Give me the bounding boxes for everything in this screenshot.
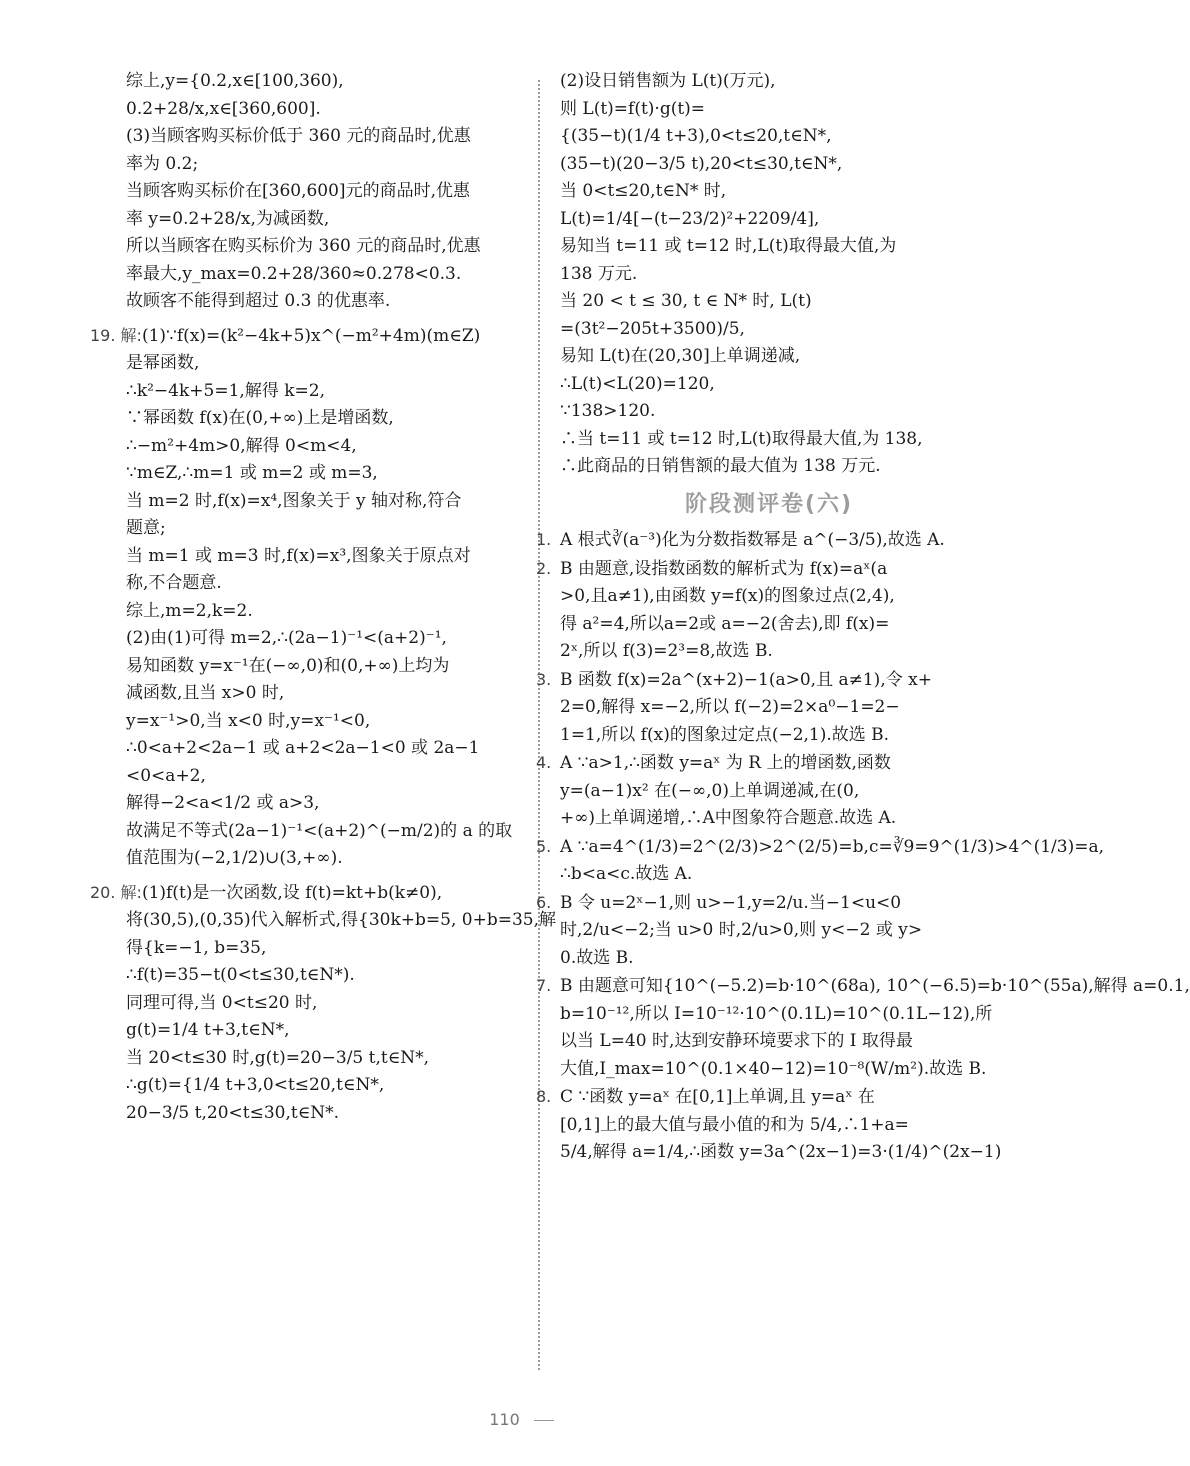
text-line: 当 0<t≤20,t∈N* 时, <box>560 181 727 201</box>
text-line: ∴当 t=11 或 t=12 时,L(t)取得最大值,为 138, <box>560 428 923 449</box>
text-line: 得{k=−1, b=35, <box>126 937 267 958</box>
answer-item <box>536 833 1104 889</box>
answer-list <box>536 526 1190 1167</box>
answer-number: 1. <box>536 530 552 549</box>
right-column <box>536 68 1190 1167</box>
q20-first-line <box>90 879 528 908</box>
text-line: ∵m∈Z,∴m=1 或 m=2 或 m=3, <box>126 463 378 483</box>
text-line: ∴f(t)=35−t(0<t≤30,t∈N*). <box>126 965 355 985</box>
text-line: 综上,m=2,k=2. <box>126 600 253 621</box>
intro-block <box>126 68 528 316</box>
answer-line: 2ˣ,所以 f(3)=2³=8,故选 B. <box>560 641 773 661</box>
text-line: 故顾客不能得到超过 0.3 的优惠率. <box>126 291 391 311</box>
answer-first-line <box>536 555 978 584</box>
q20-line-0: (1)f(t)是一次函数,设 f(t)=kt+b(k≠0), <box>141 882 443 903</box>
text-line: 将(30,5),(0,35)代入解析式,得{30k+b=5, 0+b=35,解 <box>126 910 557 930</box>
answer-first-line <box>536 833 1104 862</box>
text-line: (35−t)(20−3/5 t),20<t≤30,t∈N*, <box>560 153 843 174</box>
text-line: ∵幂函数 f(x)在(0,+∞)上是增函数, <box>126 408 394 428</box>
answer-number: 7. <box>536 976 552 995</box>
text-line: 减函数,且当 x>0 时, <box>126 683 285 703</box>
answer-text: A ∵a>1,∴函数 y=aˣ 为 R 上的增函数,函数 <box>560 753 891 773</box>
answer-line: 1=1,所以 f(x)的图象过定点(−2,1).故选 B. <box>560 724 890 745</box>
section-title: 阶段测评卷(六) <box>684 491 854 517</box>
q20-body <box>126 907 557 1127</box>
text-line: 138 万元. <box>560 263 638 284</box>
text-line: 0.2+28/x,x∈[360,600]. <box>126 98 321 119</box>
text-line: 故满足不等式(2a−1)⁻¹<(a+2)^(−m/2)的 a 的取 <box>126 820 513 841</box>
answer-line: 时,2/u<−2;当 u>0 时,2/u>0,则 y<−2 或 y> <box>560 920 923 940</box>
text-line: 当 20 < t ≤ 30, t ∈ N* 时, L(t) <box>560 291 812 311</box>
text-line: 当 20<t≤30 时,g(t)=20−3/5 t,t∈N*, <box>126 1047 430 1068</box>
answer-line: 大值,I_max=10^(0.1×40−12)=10⁻⁸(W/m²).故选 B. <box>560 1058 987 1079</box>
text-line: 所以当顾客在购买标价为 360 元的商品时,优惠 <box>126 236 481 256</box>
text-line: 同理可得,当 0<t≤20 时, <box>126 992 318 1013</box>
answer-line: +∞)上单调递增,∴A中图象符合题意.故选 A. <box>560 808 897 828</box>
answer-line: >0,且a≠1),由函数 y=f(x)的图象过点(2,4), <box>560 586 895 606</box>
text-line: {(35−t)(1/4 t+3),0<t≤20,t∈N*, <box>560 126 832 146</box>
answer-item <box>536 555 978 666</box>
text-line: 易知当 t=11 或 t=12 时,L(t)取得最大值,为 <box>560 236 897 256</box>
answer-item <box>536 1083 1002 1167</box>
answer-first-line <box>536 749 978 778</box>
text-line: 则 L(t)=f(t)·g(t)= <box>560 98 706 119</box>
answer-line: 以当 L=40 时,达到安静环境要求下的 I 取得最 <box>560 1031 913 1051</box>
answer-text: B 由题意,设指数函数的解析式为 f(x)=aˣ(a <box>560 558 888 579</box>
text-line: ∴−m²+4m>0,解得 0<m<4, <box>126 435 357 456</box>
text-line: 易知函数 y=x⁻¹在(−∞,0)和(0,+∞)上均为 <box>126 655 450 676</box>
answer-item <box>536 666 978 750</box>
text-line: L(t)=1/4[−(t−23/2)²+2209/4], <box>560 208 820 229</box>
answer-text: B 令 u=2ˣ−1,则 u>−1,y=2/u.当−1<u<0 <box>560 892 902 913</box>
text-line: ∴g(t)={1/4 t+3,0<t≤20,t∈N*, <box>126 1075 385 1095</box>
text-line: 称,不合题意. <box>126 573 222 593</box>
text-line: ∴k²−4k+5=1,解得 k=2, <box>126 380 325 401</box>
text-line: y=x⁻¹>0,当 x<0 时,y=x⁻¹<0, <box>126 710 371 731</box>
text-line: 是幂函数, <box>126 353 200 373</box>
q20-number: 20. 解: <box>90 882 142 902</box>
text-line: (2)设日销售额为 L(t)(万元), <box>560 71 776 91</box>
answer-first-line <box>536 972 1190 1001</box>
answer-number: 6. <box>536 892 552 912</box>
answer-number: 4. <box>536 753 552 772</box>
text-line: 综上,y={0.2,x∈[100,360), <box>126 71 344 91</box>
text-line: 率 y=0.2+28/x,为减函数, <box>126 208 330 229</box>
answer-number: 5. <box>536 836 552 856</box>
text-line: 当 m=1 或 m=3 时,f(x)=x³,图象关于原点对 <box>126 545 471 566</box>
answer-item <box>536 972 1190 1083</box>
answer-text: A 根式∛(a⁻³)化为分数指数幂是 a^(−3/5),故选 A. <box>560 530 945 550</box>
answer-line: 2=0,解得 x=−2,所以 f(−2)=2×a⁰−1=2− <box>560 697 900 717</box>
answer-line: b=10⁻¹²,所以 I=10⁻¹²·10^(0.1L)=10^(0.1L−12),所 <box>560 1003 993 1024</box>
q19-first-line <box>90 322 528 351</box>
text-line: 当 m=2 时,f(x)=x⁴,图象关于 y 轴对称,符合 <box>126 490 462 511</box>
text-line: 率为 0.2; <box>126 153 199 174</box>
footer-dash <box>534 1420 554 1421</box>
text-line: 易知 L(t)在(20,30]上单调递减, <box>560 346 801 366</box>
text-line: g(t)=1/4 t+3,t∈N*, <box>126 1020 290 1040</box>
answer-number: 3. <box>536 669 552 689</box>
answer-number: 2. <box>536 558 552 578</box>
text-line: =(3t²−205t+3500)/5, <box>560 318 745 339</box>
text-line: 当顾客购买标价在[360,600]元的商品时,优惠 <box>126 181 470 201</box>
answer-text: C ∵函数 y=aˣ 在[0,1]上单调,且 y=aˣ 在 <box>560 1087 875 1107</box>
text-line: 题意; <box>126 518 166 538</box>
answer-number: 8. <box>536 1087 552 1106</box>
text-line: 解得−2<a<1/2 或 a>3, <box>126 793 320 813</box>
answer-first-line <box>536 889 978 918</box>
answer-text: A ∵a=4^(1/3)=2^(2/3)>2^(2/5)=b,c=∛9=9^(1/3)>4^(1/3)=a, <box>560 836 1104 857</box>
text-line: ∴L(t)<L(20)=120, <box>560 373 715 394</box>
question-19 <box>90 322 528 873</box>
left-column <box>90 68 557 1127</box>
answer-first-line <box>536 666 978 695</box>
q19-number: 19. 解: <box>90 325 142 345</box>
question-20 <box>90 879 557 1128</box>
answer-first-line <box>536 526 978 555</box>
q19-line-0: (1)∵f(x)=(k²−4k+5)x^(−m²+4m)(m∈Z) <box>141 325 481 346</box>
answer-first-line <box>536 1083 978 1112</box>
page-footer <box>0 1410 1043 1429</box>
text-line: ∴0<a+2<2a−1 或 a+2<2a−1<0 或 2a−1 <box>126 738 480 758</box>
text-line: 20−3/5 t,20<t≤30,t∈N*. <box>126 1102 340 1123</box>
answer-item <box>536 526 978 555</box>
q20-continuation <box>560 68 978 481</box>
answer-line: ∴b<a<c.故选 A. <box>560 864 693 884</box>
answer-line: [0,1]上的最大值与最小值的和为 5/4,∴1+a= <box>560 1114 909 1135</box>
answer-line: 5/4,解得 a=1/4,∴函数 y=3a^(2x−1)=3·(1/4)^(2x−1) <box>560 1142 1002 1162</box>
text-line: 值范围为(−2,1/2)∪(3,+∞). <box>126 848 343 868</box>
answer-item <box>536 889 978 973</box>
text-line: <0<a+2, <box>126 765 206 786</box>
page-number: 110 <box>489 1410 520 1429</box>
answer-line: 0.故选 B. <box>560 947 634 968</box>
answer-item <box>536 749 978 833</box>
text-line: 率最大,y_max=0.2+28/360≈0.278<0.3. <box>126 263 462 284</box>
answer-text: B 由题意可知{10^(−5.2)=b·10^(68a), 10^(−6.5)=b·10^(55a),解得 a=0.1, <box>560 976 1190 996</box>
answer-line: y=(a−1)x² 在(−∞,0)上单调递减,在(0, <box>560 780 860 801</box>
text-line: (2)由(1)可得 m=2,∴(2a−1)⁻¹<(a+2)⁻¹, <box>126 628 447 648</box>
answer-text: B 函数 f(x)=2a^(x+2)−1(a>0,且 a≠1),令 x+ <box>560 669 932 690</box>
text-line: (3)当顾客购买标价低于 360 元的商品时,优惠 <box>126 126 471 146</box>
text-line: ∵138>120. <box>560 401 656 421</box>
column-divider <box>538 80 540 1370</box>
answer-line: 得 a²=4,所以a=2或 a=−2(舍去),即 f(x)= <box>560 613 890 634</box>
text-line: ∴此商品的日销售额的最大值为 138 万元. <box>560 456 881 476</box>
q19-body <box>126 350 528 873</box>
